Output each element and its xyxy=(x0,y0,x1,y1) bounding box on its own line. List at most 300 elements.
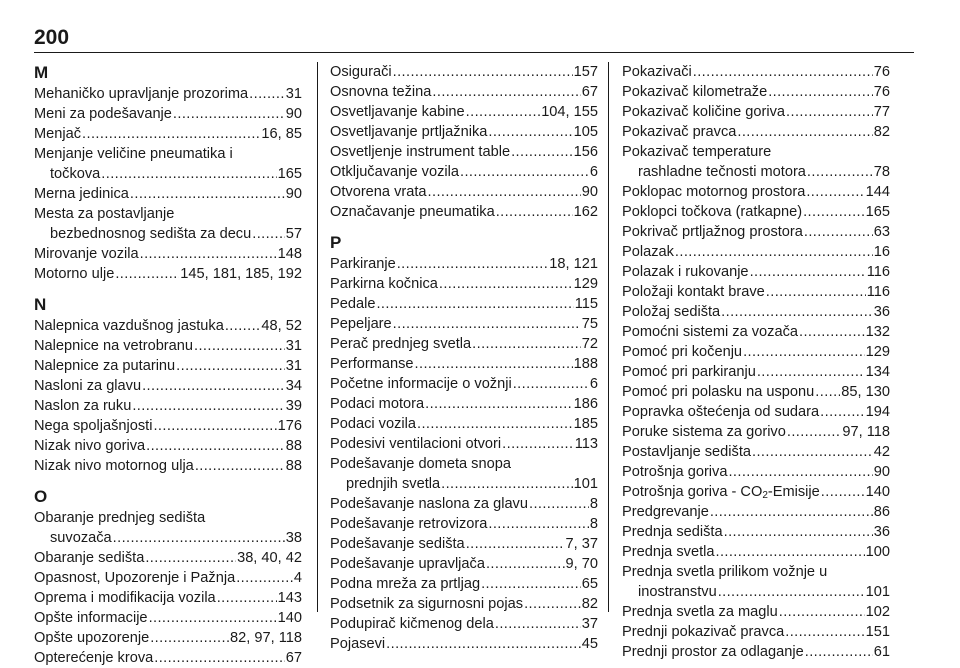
index-entry-text xyxy=(330,534,465,554)
index-entry-label: Pokazivač pravca xyxy=(622,124,737,140)
index-entry-text xyxy=(34,244,139,264)
index-entry-pages: 36 xyxy=(873,304,890,320)
index-entry xyxy=(34,548,302,568)
index-entry-text xyxy=(330,162,459,182)
dot-leader xyxy=(486,554,565,574)
index-entry-pages: 34 xyxy=(285,378,302,394)
index-entry-pages: 140 xyxy=(865,484,890,500)
dot-leader xyxy=(393,314,581,334)
index-entry-text xyxy=(330,82,431,102)
dot-leader xyxy=(529,494,589,514)
index-entry xyxy=(330,614,598,634)
index-entry-text xyxy=(622,642,804,662)
index-entry-label: Položaj sedišta xyxy=(622,304,721,320)
index-entry-label: Nalepnice na vetrobranu xyxy=(34,338,194,354)
index-entry-label: Podaci vozila xyxy=(330,416,416,432)
index-entry-pages: 186 xyxy=(573,396,598,412)
dot-leader xyxy=(481,574,581,594)
index-entry xyxy=(34,608,302,628)
dot-leader xyxy=(766,282,866,302)
dot-leader xyxy=(718,582,865,602)
index-entry-text xyxy=(622,262,749,282)
index-entry xyxy=(622,422,890,442)
index-entry-label: Poklopac motornog prostora xyxy=(622,184,806,200)
dot-leader xyxy=(675,242,873,262)
index-entry-label: Opšte informacije xyxy=(34,610,148,626)
index-entry-pages: 31 xyxy=(285,338,302,354)
dot-leader xyxy=(715,542,864,562)
dot-leader xyxy=(757,362,865,382)
index-entry-label: Podešavanje upravljača xyxy=(330,556,485,572)
index-entry-label: točkova xyxy=(50,166,101,182)
index-entry-text xyxy=(330,62,392,82)
index-entry-text xyxy=(622,522,723,542)
index-entry-text xyxy=(34,84,248,104)
index-entry-text xyxy=(622,362,756,382)
dot-leader xyxy=(466,534,565,554)
index-entry-text xyxy=(330,514,487,534)
index-entry-label: inostranstvu xyxy=(638,584,717,600)
index-entry-pages: 140 xyxy=(277,610,302,626)
index-entry-text xyxy=(34,416,152,436)
index-entry xyxy=(330,62,598,82)
index-entry-text xyxy=(34,588,216,608)
index-entry-pages: 176 xyxy=(277,418,302,434)
index-entry xyxy=(330,354,598,374)
dot-leader xyxy=(153,416,276,436)
index-entry-text xyxy=(330,202,495,222)
index-entry xyxy=(330,294,598,314)
index-entry-label: Podešavanje naslona za glavu xyxy=(330,496,528,512)
index-entry-label: Podna mreža za prtljag xyxy=(330,576,481,592)
index-entry-label: Prednji pokazivač pravca xyxy=(622,624,785,640)
index-entry-pages: 82 xyxy=(581,596,598,612)
index-entry-text xyxy=(622,382,814,402)
index-entry-label: Podaci motora xyxy=(330,396,425,412)
index-entry-text xyxy=(34,456,194,476)
index-column-2 xyxy=(330,62,598,652)
index-entry xyxy=(34,224,302,244)
index-entry-pages: 76 xyxy=(873,84,890,100)
dot-leader xyxy=(145,548,236,568)
index-entry xyxy=(330,494,598,514)
index-entry-label: Pomoć pri parkiranju xyxy=(622,364,756,380)
index-entry-label: Performanse xyxy=(330,356,414,372)
index-entry-label: Pomoć pri kočenju xyxy=(622,344,743,360)
index-entry-pages: 31 xyxy=(285,358,302,374)
index-entry-label: Pojasevi xyxy=(330,636,386,652)
dot-leader xyxy=(693,62,873,82)
index-entry-text xyxy=(34,316,224,336)
index-entry-pages: 75 xyxy=(581,316,598,332)
index-letter: M xyxy=(34,63,49,82)
index-entry xyxy=(330,374,598,394)
index-entry-label: Pokazivač količine goriva xyxy=(622,104,786,120)
index-entry-pages: 42 xyxy=(873,444,890,460)
index-entry-text xyxy=(622,602,778,622)
index-entry xyxy=(330,434,598,454)
index-entry xyxy=(622,102,890,122)
index-entry-text xyxy=(34,608,148,628)
dot-leader xyxy=(820,402,864,422)
dot-leader xyxy=(724,522,873,542)
index-entry-text xyxy=(330,414,416,434)
index-entry xyxy=(330,414,598,434)
index-entry-text xyxy=(622,482,820,502)
index-entry-label: Mirovanje vozila xyxy=(34,246,139,262)
dot-leader xyxy=(376,294,573,314)
index-entry xyxy=(622,602,890,622)
index-entry-label: suvozača xyxy=(50,530,112,546)
page-number: 200 xyxy=(34,26,70,49)
index-entry-label: Naslon za ruku xyxy=(34,398,132,414)
index-entry-label: Osnovna težina xyxy=(330,84,432,100)
dot-leader xyxy=(150,628,229,648)
index-entry-text xyxy=(622,302,720,322)
dot-leader xyxy=(488,514,589,534)
index-entry-label: Potrošnja goriva xyxy=(622,464,728,480)
index-entry-label: Oprema i modifikacija vozila xyxy=(34,590,216,606)
index-entry-label: prednjih svetla xyxy=(346,476,441,492)
index-entry xyxy=(330,534,598,554)
index-entry-pages: 185 xyxy=(573,416,598,432)
index-entry-text xyxy=(622,82,767,102)
index-entry xyxy=(34,588,302,608)
index-entry-text xyxy=(330,142,510,162)
index-entry xyxy=(330,334,598,354)
index-entry-text xyxy=(622,222,803,242)
index-entry xyxy=(622,642,890,662)
index-entry-label: Parkirna kočnica xyxy=(330,276,438,292)
index-entry-text xyxy=(330,254,396,274)
index-entry-pages: 78 xyxy=(873,164,890,180)
index-entry xyxy=(34,336,302,356)
index-entry-pages: 16 xyxy=(873,244,890,260)
index-entry xyxy=(34,356,302,376)
dot-leader xyxy=(799,322,865,342)
index-entry xyxy=(622,202,890,222)
index-entry xyxy=(622,382,890,402)
index-entry xyxy=(34,104,302,124)
dot-leader xyxy=(495,614,581,634)
dot-leader xyxy=(804,222,873,242)
index-entry-label: Obaranje sedišta xyxy=(34,550,145,566)
index-entry-label: Prednja sedišta xyxy=(622,524,723,540)
dot-leader xyxy=(728,462,872,482)
index-entry-label: Opasnost, Upozorenje i Pažnja xyxy=(34,570,236,586)
dot-leader xyxy=(146,436,285,456)
index-entry-text xyxy=(330,182,427,202)
dot-leader xyxy=(821,482,865,502)
index-entry xyxy=(622,262,890,282)
index-entry xyxy=(622,182,890,202)
index-entry xyxy=(34,648,302,668)
index-entry-pages: 97, 118 xyxy=(842,424,890,440)
index-entry-pages: 90 xyxy=(581,184,598,200)
dot-leader xyxy=(806,182,864,202)
index-entry xyxy=(622,82,890,102)
index-entry-label: Označavanje pneumatika xyxy=(330,204,495,220)
index-entry-label: Položaji kontakt brave xyxy=(622,284,765,300)
index-entry-text xyxy=(622,622,784,642)
index-entry-text xyxy=(330,634,385,654)
dot-leader xyxy=(142,376,285,396)
index-entry-pages: 72 xyxy=(581,336,598,352)
index-entry-text xyxy=(34,336,193,356)
index-entry-pages: 129 xyxy=(573,276,598,292)
index-entry-text xyxy=(622,462,727,482)
index-entry-label: Opterećenje krova xyxy=(34,650,154,666)
index-entry-text xyxy=(330,122,487,142)
index-entry-label: Nalepnice za putarinu xyxy=(34,358,176,374)
index-entry-text xyxy=(622,422,786,442)
index-entry-pages: 148 xyxy=(277,246,302,262)
index-entry-pages: 113 xyxy=(574,436,598,452)
index-entry-text xyxy=(638,582,717,602)
index-entry-label: Polazak i rukovanje xyxy=(622,264,749,280)
dot-leader xyxy=(805,642,873,662)
index-entry-text xyxy=(622,242,674,262)
index-entry xyxy=(34,628,302,648)
index-entry-pages: 86 xyxy=(873,504,890,520)
index-entry-text xyxy=(34,568,235,588)
index-entry-pages: 82 xyxy=(873,124,890,140)
dot-leader xyxy=(524,594,581,614)
index-entry-text xyxy=(330,314,392,334)
index-entry-label: Početne informacije o vožnji xyxy=(330,376,512,392)
index-entry-pages: 6 xyxy=(589,376,598,392)
index-entry-label: Nasloni za glavu xyxy=(34,378,142,394)
index-entry-label: Nega spoljašnjosti xyxy=(34,418,153,434)
dot-leader xyxy=(432,82,580,102)
index-entry-label: Nalepnica vazdušnog jastuka xyxy=(34,318,224,334)
index-entry xyxy=(622,362,890,382)
dot-leader xyxy=(113,528,285,548)
index-entry-pages: 88 xyxy=(285,438,302,454)
index-entry-text xyxy=(330,334,471,354)
index-entry-pages: 151 xyxy=(865,624,890,640)
column-divider xyxy=(317,62,318,612)
index-entry-pages: 88 xyxy=(285,458,302,474)
index-entry-text xyxy=(34,184,129,204)
index-entry-label: Poruke sistema za gorivo xyxy=(622,424,786,440)
index-entry-heading: Menjanje veličine pneumatika i xyxy=(34,146,233,162)
index-entry-pages: 76 xyxy=(873,64,890,80)
dot-leader xyxy=(425,394,573,414)
index-entry-pages: 77 xyxy=(873,104,890,120)
index-entry-text xyxy=(330,494,528,514)
index-entry-heading: Prednja svetla prilikom vožnje u xyxy=(622,564,828,580)
index-entry-pages: 61 xyxy=(873,644,890,660)
index-entry-label: bezbednosnog sedišta za decu xyxy=(50,226,252,242)
index-entry-label: Pomoć pri polasku na usponu xyxy=(622,384,815,400)
index-entry xyxy=(622,462,890,482)
index-entry-text xyxy=(330,434,501,454)
dot-leader xyxy=(511,142,573,162)
index-entry-label: Menjač xyxy=(34,126,82,142)
index-entry-text xyxy=(622,322,798,342)
index-entry xyxy=(622,302,890,322)
dot-leader xyxy=(132,396,284,416)
dot-leader xyxy=(415,354,573,374)
dot-leader xyxy=(743,342,865,362)
index-entry-pages: 8 xyxy=(589,496,598,512)
index-entry-label: Mehaničko upravljanje prozorima xyxy=(34,86,249,102)
index-entry-pages: 38 xyxy=(285,530,302,546)
index-entry-pages: 9, 70 xyxy=(565,556,598,572)
index-entry-text xyxy=(622,542,714,562)
index-entry-text xyxy=(346,474,440,494)
index-entry-label: Podešavanje sedišta xyxy=(330,536,465,552)
index-entry-label: Perač prednjeg svetla xyxy=(330,336,472,352)
index-entry-pages: 143 xyxy=(277,590,302,606)
index-entry xyxy=(330,254,598,274)
index-entry xyxy=(34,124,302,144)
index-entry-label: Nizak nivo motornog ulja xyxy=(34,458,194,474)
index-entry-text xyxy=(622,102,785,122)
index-entry-pages: 48, 52 xyxy=(261,318,302,334)
index-entry-pages: 67 xyxy=(285,650,302,666)
index-entry-pages: 38, 40, 42 xyxy=(237,550,302,566)
index-entry-pages: 67 xyxy=(581,84,598,100)
index-entry-label: Osvetljavanje kabine xyxy=(330,104,465,120)
index-entry-text xyxy=(330,354,414,374)
index-entry-pages: 115 xyxy=(574,296,598,312)
index-entry-label: Podsetnik za sigurnosni pojas xyxy=(330,596,524,612)
index-entry-text xyxy=(34,436,145,456)
index-entry-label: Prednji prostor za odlaganje xyxy=(622,644,804,660)
dot-leader xyxy=(721,302,873,322)
index-entry-text xyxy=(638,162,806,182)
index-entry-pages: 101 xyxy=(865,584,890,600)
index-entry xyxy=(330,274,598,294)
index-entry xyxy=(34,416,302,436)
index-entry-label: Opšte upozorenje xyxy=(34,630,150,646)
dot-leader xyxy=(710,502,873,522)
index-entry-text xyxy=(330,614,494,634)
index-entry-text xyxy=(622,122,736,142)
index-column-1 xyxy=(34,62,302,666)
index-entry-label: rashladne tečnosti motora xyxy=(638,164,806,180)
index-entry xyxy=(622,222,890,242)
index-entry-text xyxy=(330,554,485,574)
index-entry xyxy=(622,62,890,82)
dot-leader xyxy=(236,568,293,588)
index-entry-text xyxy=(622,202,802,222)
index-entry xyxy=(330,82,598,102)
index-entry-pages: 100 xyxy=(865,544,890,560)
index-entry xyxy=(330,634,598,654)
index-entry-text xyxy=(34,548,144,568)
index-entry-text xyxy=(34,104,172,124)
dot-leader xyxy=(786,102,873,122)
column-divider xyxy=(608,62,609,612)
index-entry-pages: 104, 155 xyxy=(541,104,598,120)
index-entry xyxy=(622,542,890,562)
index-entry xyxy=(622,522,890,542)
index-entry-text xyxy=(622,182,805,202)
index-entry-label: Podesivi ventilacioni otvori xyxy=(330,436,502,452)
index-entry-pages: 144 xyxy=(865,184,890,200)
index-entry-text xyxy=(34,648,153,668)
index-entry-pages: 63 xyxy=(873,224,890,240)
dot-leader xyxy=(439,274,573,294)
index-entry-label: Prednja svetla za maglu xyxy=(622,604,778,620)
index-entry xyxy=(34,396,302,416)
index-entry-text xyxy=(330,394,424,414)
index-entry-text xyxy=(330,294,375,314)
index-entry xyxy=(622,442,890,462)
index-entry xyxy=(330,142,598,162)
index-entry-text xyxy=(50,528,112,548)
dot-leader xyxy=(750,262,866,282)
index-entry-label: Pedale xyxy=(330,296,376,312)
dot-leader xyxy=(393,62,573,82)
index-entry-text xyxy=(622,342,742,362)
index-entry-pages: 90 xyxy=(873,464,890,480)
dot-leader xyxy=(417,414,573,434)
index-entry-pages: 39 xyxy=(285,398,302,414)
index-entry xyxy=(622,122,890,142)
dot-leader xyxy=(115,264,179,284)
index-entry-pages: 157 xyxy=(573,64,598,80)
index-entry-text xyxy=(622,402,819,422)
dot-leader xyxy=(768,82,873,102)
dot-leader xyxy=(466,102,541,122)
index-entry xyxy=(34,568,302,588)
index-entry-text xyxy=(34,628,149,648)
index-entry-label: Parkiranje xyxy=(330,256,396,272)
dot-leader xyxy=(249,84,285,104)
index-entry-text xyxy=(34,356,175,376)
index-entry xyxy=(34,528,302,548)
index-entry-pages: 188 xyxy=(573,356,598,372)
dot-leader xyxy=(252,224,285,244)
index-entry-pages: 90 xyxy=(285,186,302,202)
index-entry xyxy=(34,456,302,476)
index-entry-pages: 45 xyxy=(581,636,598,652)
index-entry xyxy=(330,314,598,334)
index-entry-heading: Mesta za postavljanje xyxy=(34,206,175,222)
dot-leader xyxy=(472,334,581,354)
index-entry-label: Pokrivač prtljažnog prostora xyxy=(622,224,803,240)
index-entry-text xyxy=(50,164,100,184)
index-entry-label: Nizak nivo goriva xyxy=(34,438,146,454)
index-entry xyxy=(622,402,890,422)
index-entry xyxy=(330,162,598,182)
dot-leader xyxy=(195,456,285,476)
index-entry-label: Popravka oštećenja od sudara xyxy=(622,404,820,420)
index-entry-label: Pomoćni sistemi za vozača xyxy=(622,324,799,340)
index-entry-pages: 194 xyxy=(865,404,890,420)
index-entry-text xyxy=(330,594,523,614)
index-entry-label: Podešavanje retrovizora xyxy=(330,516,488,532)
index-entry-text xyxy=(622,442,751,462)
dot-leader xyxy=(397,254,549,274)
index-entry-label: Osigurači xyxy=(330,64,392,80)
dot-leader xyxy=(807,162,873,182)
dot-leader xyxy=(752,442,873,462)
index-entry-text xyxy=(622,282,765,302)
index-entry-label: Pokazivači xyxy=(622,64,692,80)
index-entry-pages: 36 xyxy=(873,524,890,540)
index-entry-pages: 129 xyxy=(865,344,890,360)
index-entry-label: Meni za podešavanje xyxy=(34,106,172,122)
index-entry-text xyxy=(50,224,251,244)
dot-leader xyxy=(496,202,573,222)
index-entry xyxy=(330,394,598,414)
dot-leader xyxy=(428,182,581,202)
